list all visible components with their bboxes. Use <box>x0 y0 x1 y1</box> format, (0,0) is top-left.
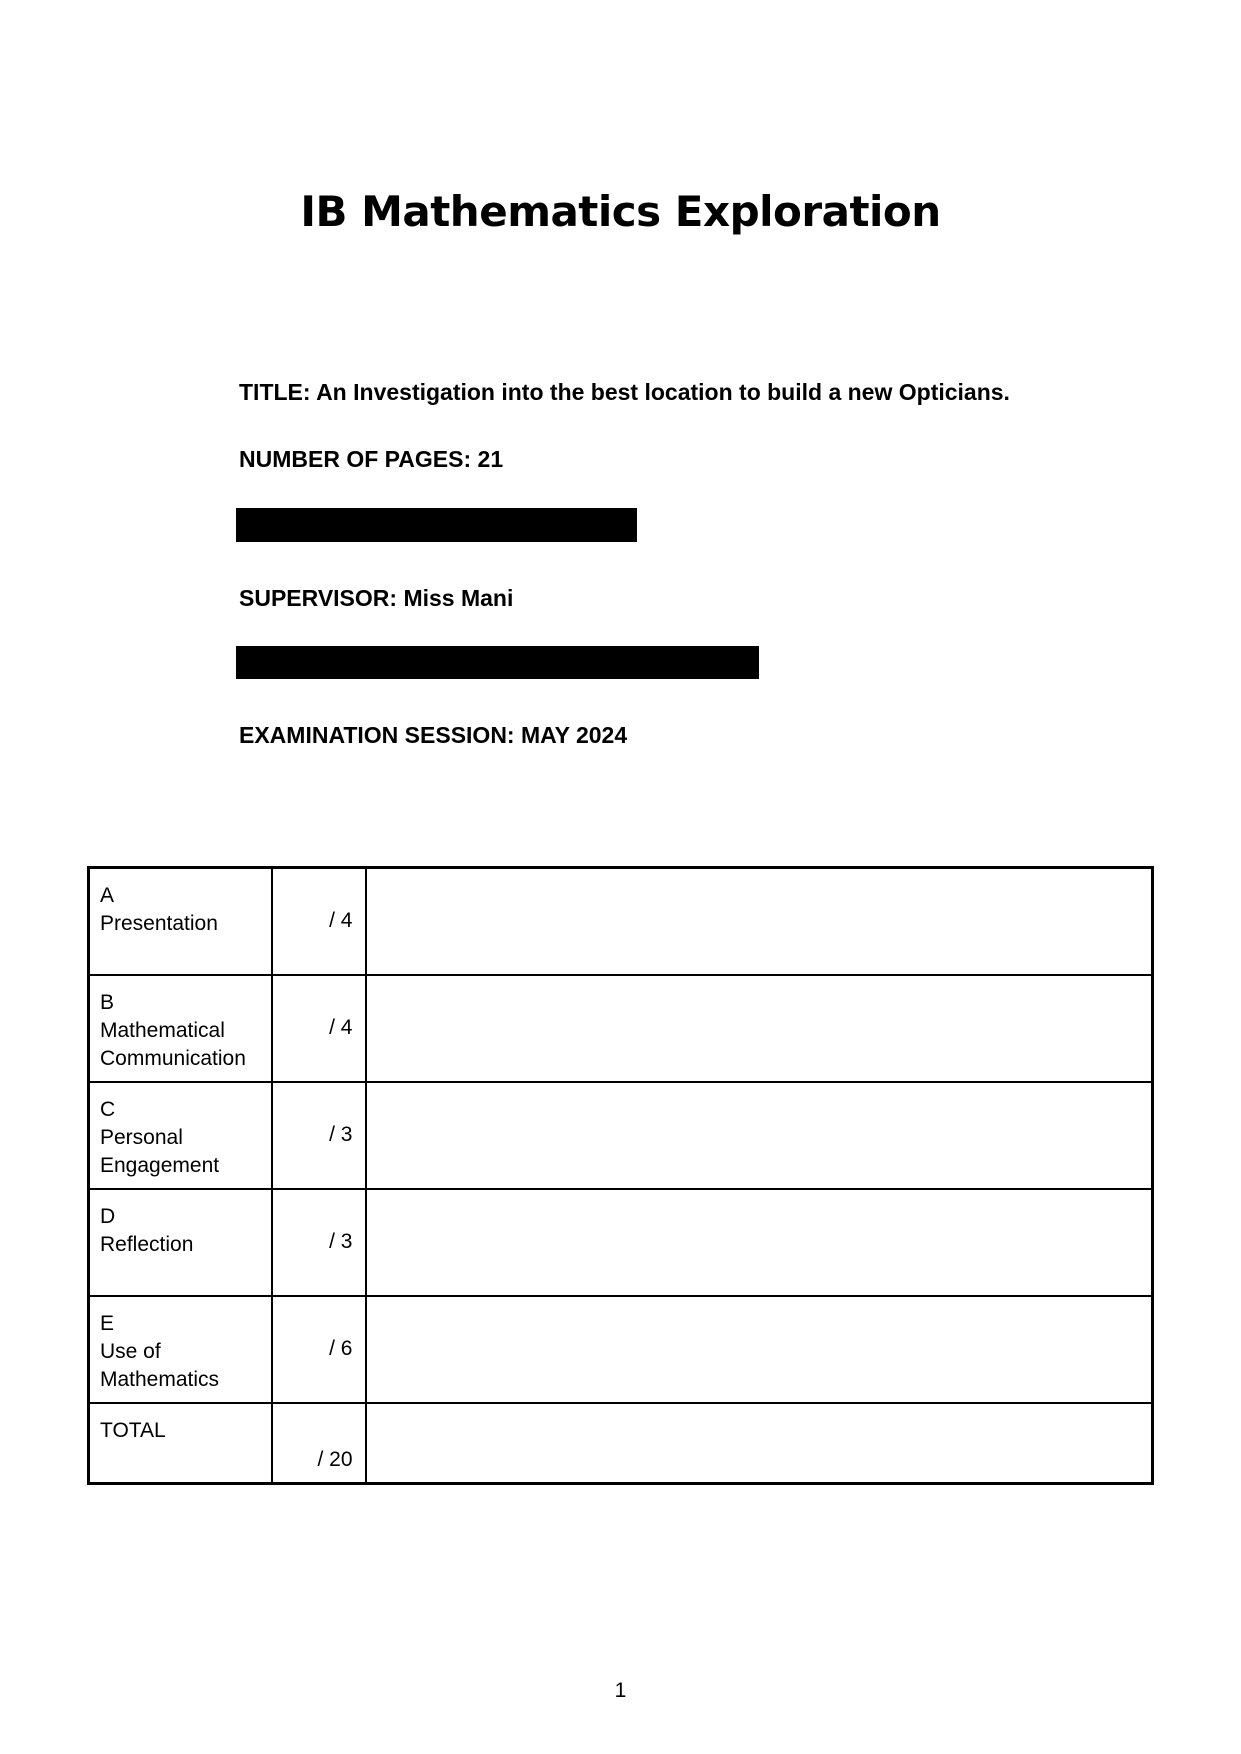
criterion-max-mark: / 4 <box>272 868 366 975</box>
table-row-criterion-c <box>89 1082 1153 1189</box>
table-row-criterion-a <box>89 868 1153 975</box>
criterion-comment <box>366 1082 1153 1189</box>
criterion-cell <box>89 1082 272 1189</box>
total-comment <box>366 1403 1153 1484</box>
table-row-criterion-e <box>89 1296 1153 1403</box>
criterion-letter: B <box>100 990 115 1014</box>
criterion-comment <box>366 975 1153 1082</box>
criterion-comment <box>366 1189 1153 1296</box>
criterion-letter: D <box>100 1204 116 1228</box>
page-number: 1 <box>614 1679 627 1702</box>
criterion-cell <box>89 868 272 975</box>
redacted-block-school <box>236 646 759 679</box>
redacted-block-candidate <box>236 508 637 542</box>
criterion-letter: E <box>100 1311 115 1335</box>
assessment-criteria-table <box>87 866 1154 1485</box>
criterion-comment <box>366 868 1153 975</box>
criterion-cell <box>89 1189 272 1296</box>
criterion-name: Mathematical Communication <box>100 1018 246 1070</box>
criterion-max-mark: / 3 <box>272 1189 366 1296</box>
number-of-pages: NUMBER OF PAGES: 21 <box>239 446 504 472</box>
criterion-letter: C <box>100 1097 116 1121</box>
document-heading: IB Mathematics Exploration <box>300 187 941 236</box>
criterion-letter: A <box>100 884 115 907</box>
total-label: TOTAL <box>89 1403 272 1484</box>
supervisor: SUPERVISOR: Miss Mani <box>239 585 514 611</box>
criterion-max-mark: / 4 <box>272 975 366 1082</box>
criterion-name: Personal Engagement <box>100 1125 220 1177</box>
exploration-title: TITLE: An Investigation into the best location to build a new Opticians. <box>239 379 1010 405</box>
criterion-max-mark: / 6 <box>272 1296 366 1403</box>
table-row-criterion-d <box>89 1189 1153 1296</box>
total-max-mark: / 20 <box>272 1403 366 1484</box>
table-row-total <box>89 1403 1153 1484</box>
criterion-max-mark: / 3 <box>272 1082 366 1189</box>
examination-session: EXAMINATION SESSION: MAY 2024 <box>239 722 628 748</box>
criterion-cell <box>89 975 272 1082</box>
criterion-comment <box>366 1296 1153 1403</box>
table-row-criterion-b <box>89 975 1153 1082</box>
criterion-name: Use of Mathematics <box>100 1339 220 1391</box>
criterion-name: Reflection <box>100 1232 194 1256</box>
criterion-name: Presentation <box>100 912 218 935</box>
criterion-cell <box>89 1296 272 1403</box>
